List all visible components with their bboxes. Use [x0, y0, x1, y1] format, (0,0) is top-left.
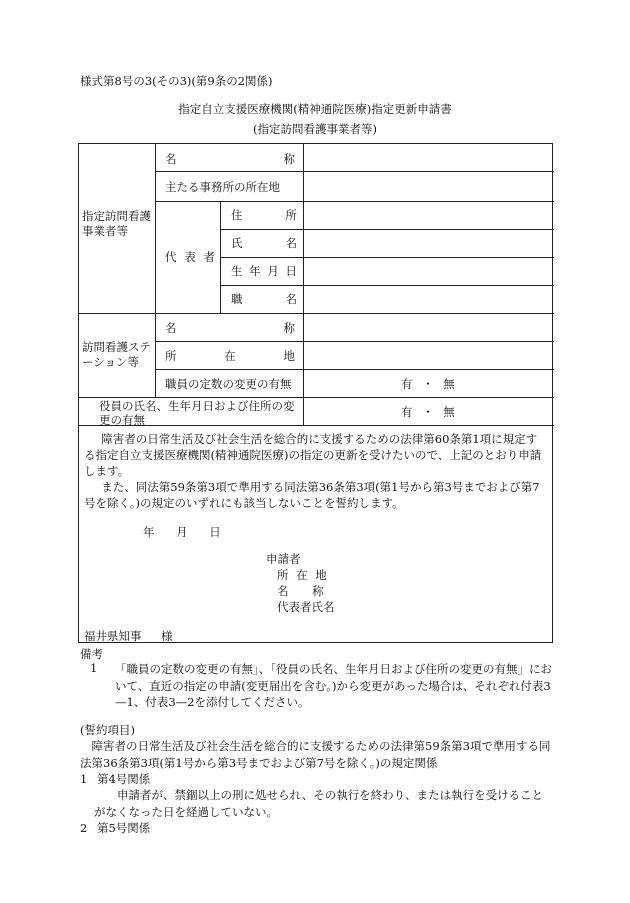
pledge-item-1-text: 申請者が、禁錮以上の刑に処せられ、その執行を終わり、または執行を受けることがなくなった日を経過していない。	[94, 788, 544, 819]
rep-address-label: 住 所	[231, 208, 297, 222]
document-title: 指定自立支援医療機関(精神通院医療)指定更新申請書	[178, 102, 452, 116]
recipient-governor: 福井県知事 様	[84, 629, 173, 643]
rep-birthdate-label: 生 年 月 日	[231, 264, 297, 278]
applicant-representative-label: 代表者氏名	[277, 600, 335, 614]
pledge-item-2-title: 2 第5号関係	[80, 821, 151, 835]
pledge-intro: 障害者の日常生活及び社会生活を総合的に支援するための法律第59条第3項で準用する同法第36条第3項(第1号から第3号までおよび第7号を除く。)の規定関係	[80, 739, 551, 770]
pledge-item-1-title: 1 第4号関係	[80, 772, 151, 786]
staff-change-label: 職員の定数の変更の有無	[165, 377, 292, 391]
declaration-paragraph-2: また、同法第59条第3項で準用する同法第36条第3項(第1号から第3号までおよび第7号を除く。)の規定のいずれにも該当しないことを誓約します。	[84, 480, 540, 510]
operator-name-label: 名 称	[165, 152, 295, 166]
rep-name-label: 氏 名	[231, 236, 297, 250]
pledge-heading: (誓約項目)	[80, 723, 135, 737]
officer-change-choice[interactable]: 有 ・ 無	[401, 405, 455, 419]
declaration-paragraph-1: 障害者の日常生活及び社会生活を総合的に支援するための法律第60条第1項に規定する指定自立支援医療機関(精神通院医療)の指定の更新を受けたいので、上記のとおり申請します。	[84, 432, 542, 478]
applicant-address-label: 所 在 地	[277, 568, 327, 582]
note-1-text: 「職員の定数の変更の有無」、「役員の氏名、生年月日および住所の変更の有無」において、直近の指定の申請(変更届出を含む。)から変更があった場合は、それぞれ付表3—1、付表3—2を添付してください。	[115, 662, 552, 709]
rep-position-label: 職 名	[231, 292, 297, 306]
applicant-label: 申請者	[266, 552, 301, 566]
section-operator-label: 指定訪問看護 事業者等	[82, 209, 151, 238]
notes-heading: 備考	[80, 647, 103, 661]
officer-change-label: 役員の氏名、生年月日および住所の変更の有無	[99, 399, 295, 427]
form-code: 様式第8号の3(その3)(第9条の2関係)	[80, 74, 273, 88]
station-location-label: 所 在 地	[165, 349, 295, 363]
section-station-label: 訪問看護ステ ーション等	[82, 340, 151, 369]
office-address-label: 主たる事務所の所在地	[165, 180, 280, 194]
staff-change-choice[interactable]: 有 ・ 無	[401, 377, 455, 391]
station-name-label: 名 称	[165, 321, 295, 335]
applicant-name-label: 名 称	[277, 584, 324, 598]
representative-label: 代 表 者	[165, 250, 215, 264]
note-1-number: 1	[90, 661, 98, 675]
application-date: 年 月 日	[143, 525, 221, 539]
document-subtitle: (指定訪問看護事業者等)	[253, 122, 377, 136]
